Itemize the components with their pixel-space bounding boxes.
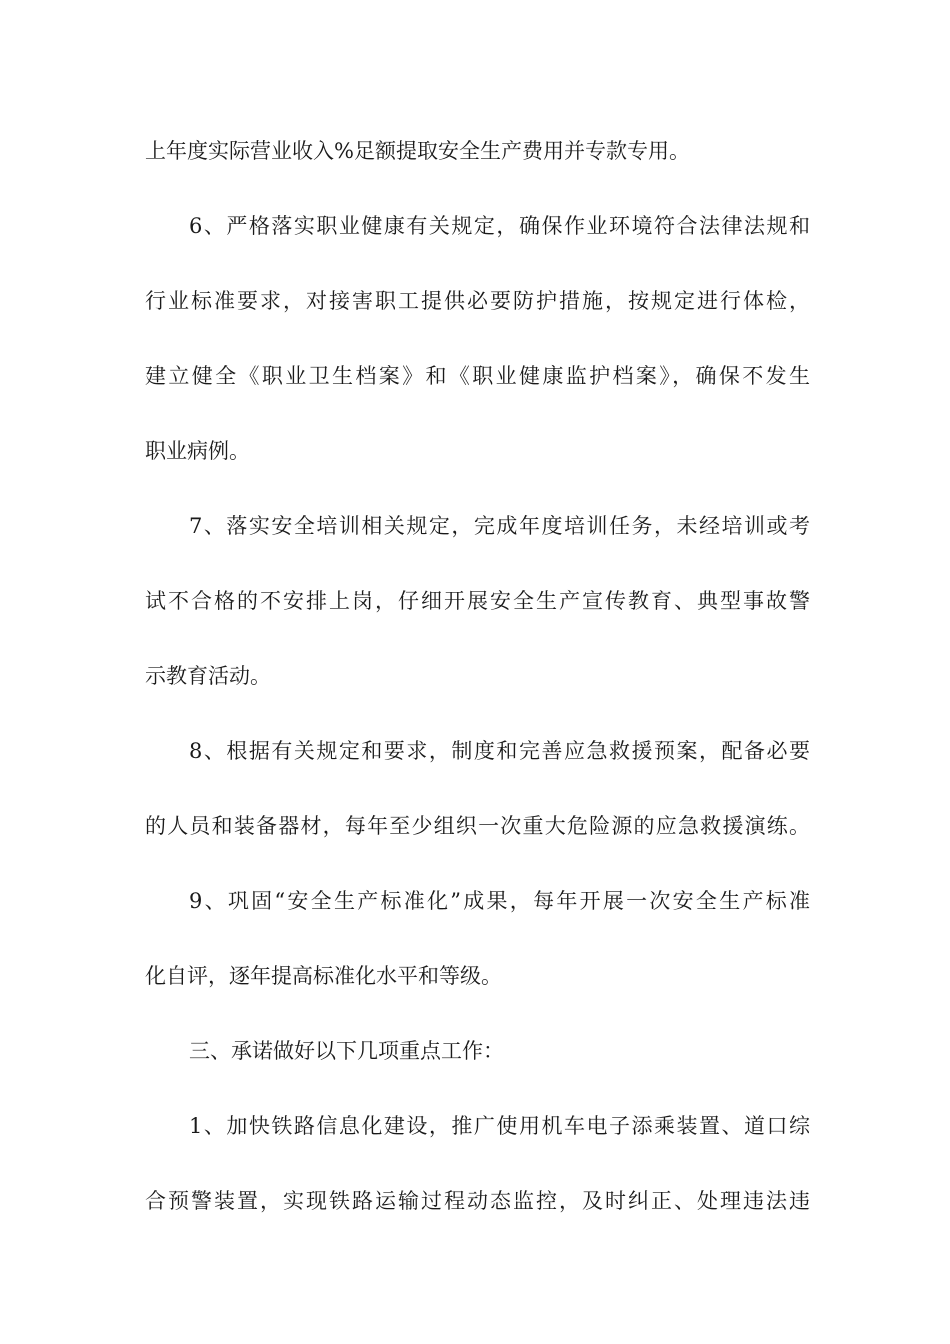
text-line: 1、加快铁路信息化建设，推广使用机车电子添乘装置、道口综 <box>189 1114 810 1138</box>
text-line: 行业标准要求，对接害职工提供必要防护措施，按规定进行体检， <box>145 289 810 313</box>
section-heading: 三、承诺做好以下几项重点工作： <box>189 1039 504 1063</box>
text-line: 化自评，逐年提高标准化水平和等级。 <box>145 964 502 988</box>
text-line: 9、巩固“安全生产标准化”成果，每年开展一次安全生产标准 <box>189 889 810 913</box>
text-line: 6、严格落实职业健康有关规定，确保作业环境符合法律法规和 <box>189 214 810 238</box>
text-line: 示教育活动。 <box>145 664 271 688</box>
text-line: 试不合格的不安排上岗，仔细开展安全生产宣传教育、典型事故警 <box>145 589 810 613</box>
text-line: 职业病例。 <box>145 439 250 463</box>
text-line: 建立健全《职业卫生档案》和《职业健康监护档案》，确保不发生 <box>145 364 810 388</box>
text-line: 7、落实安全培训相关规定，完成年度培训任务，未经培训或考 <box>189 514 810 538</box>
text-line: 8、根据有关规定和要求，制度和完善应急救援预案，配备必要 <box>189 739 810 763</box>
text-line: 上年度实际营业收入%足额提取安全生产费用并专款专用。 <box>145 139 690 163</box>
text-line: 的人员和装备器材，每年至少组织一次重大危险源的应急救援演练。 <box>145 814 810 838</box>
text-line: 合预警装置，实现铁路运输过程动态监控，及时纠正、处理违法违 <box>145 1189 810 1213</box>
